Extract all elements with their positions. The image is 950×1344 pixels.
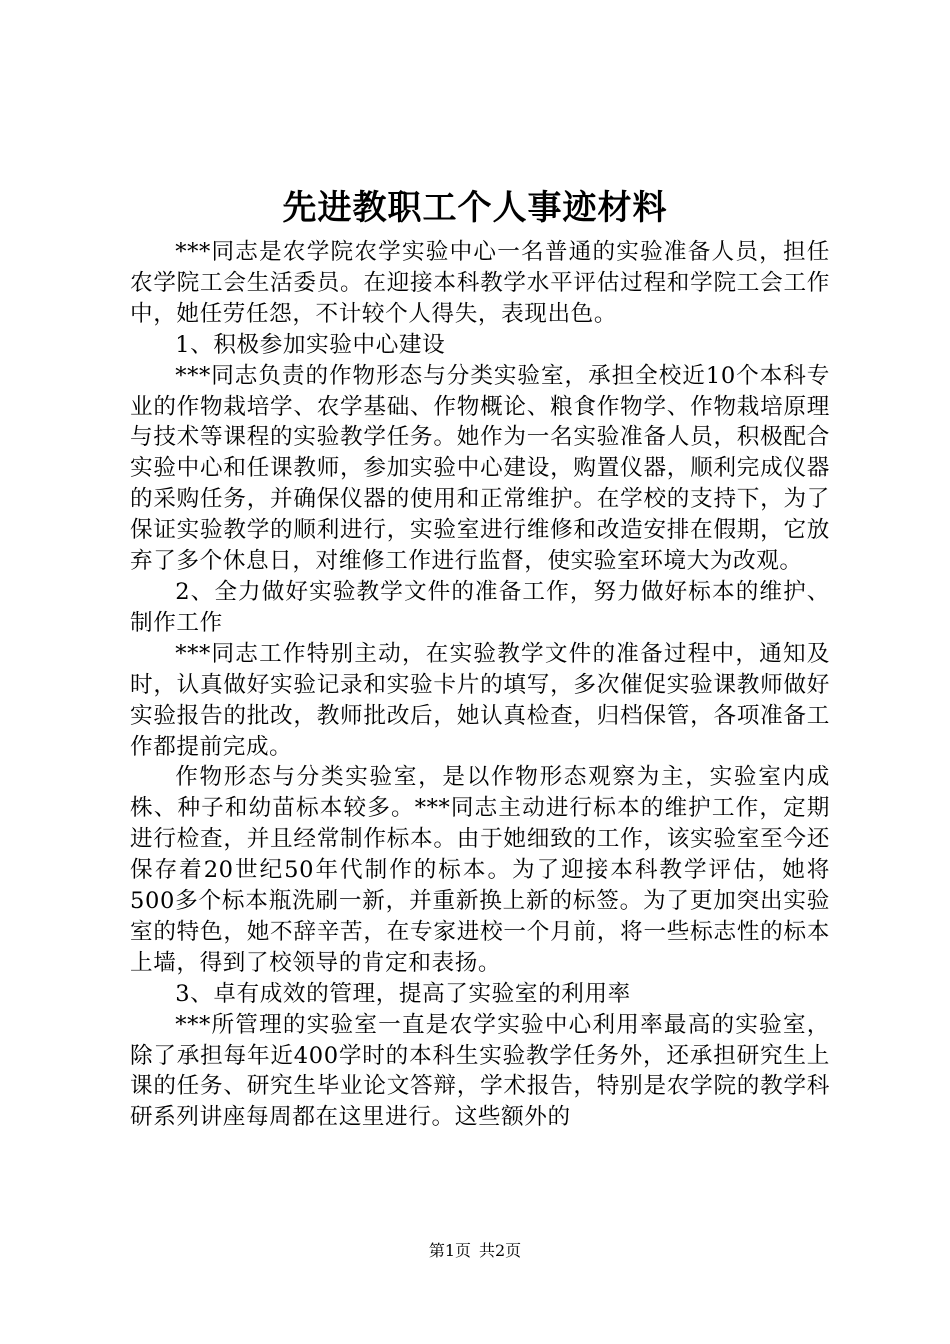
- paragraph-section-2a: ***同志工作特别主动，在实验教学文件的准备过程中，通知及时，认真做好实验记录和实验卡片的填写，多次催促实验课教师做好实验报告的批改，教师批改后，她认真检查，归档保管，各项准备工作都提前完成。: [130, 640, 830, 760]
- page-number: 第1页: [428, 1241, 471, 1260]
- document-body: [130, 237, 830, 1133]
- paragraph-section-3: ***所管理的实验室一直是农学实验中心利用率最高的实验室，除了承担每年近400学时的本科生实验教学任务外，还承担研究生上课的任务、研究生毕业论文答辩，学术报告，特别是农学院的教学科研系列讲座每周都在这里进行。这些额外的: [130, 1011, 830, 1131]
- page-total: 共2页: [479, 1241, 522, 1260]
- paragraph-section-1: ***同志负责的作物形态与分类实验室，承担全校近10个本科专业的作物栽培学、农学基础、作物概论、粮食作物学、作物栽培原理与技术等课程的实验教学任务。她作为一名实验准备人员，积极配合实验中心和任课教师，参加实验中心建设，购置仪器，顺利完成仪器的采购任务，并确保仪器的使用和正常维护。在学校的支持下，为了保证实验教学的顺利进行，实验室进行维修和改造安排在假期，它放弃了多个休息日，对维修工作进行监督，使实验室环境大为改观。: [130, 362, 830, 575]
- document-title: 先进教职工个人事迹材料: [282, 188, 668, 228]
- section-heading-3: 3、卓有成效的管理，提高了实验室的利用率: [175, 980, 631, 1007]
- paragraph-intro: ***同志是农学院农学实验中心一名普通的实验准备人员，担任农学院工会生活委员。在迎接本科教学水平评估过程和学院工会工作中，她任劳任怨，不计较个人得失，表现出色。: [130, 239, 830, 327]
- section-heading-1: 1、积极参加实验中心建设: [175, 331, 446, 358]
- page-footer: [0, 1240, 950, 1262]
- paragraph-section-2b: 作物形态与分类实验室，是以作物形态观察为主，实验室内成株、种子和幼苗标本较多。***同志主动进行标本的维护工作，定期进行检查，并且经常制作标本。由于她细致的工作，该实验室至今还保存着20世纪50年代制作的标本。为了迎接本科教学评估，她将500多个标本瓶洗刷一新，并重新换上新的标签。为了更加突出实验室的特色，她不辞辛苦，在专家进校一个月前，将一些标志性的标本上墙，得到了校领导的肯定和表扬。: [130, 764, 830, 976]
- section-heading-2: 2、全力做好实验教学文件的准备工作，努力做好标本的维护、制作工作: [130, 578, 830, 636]
